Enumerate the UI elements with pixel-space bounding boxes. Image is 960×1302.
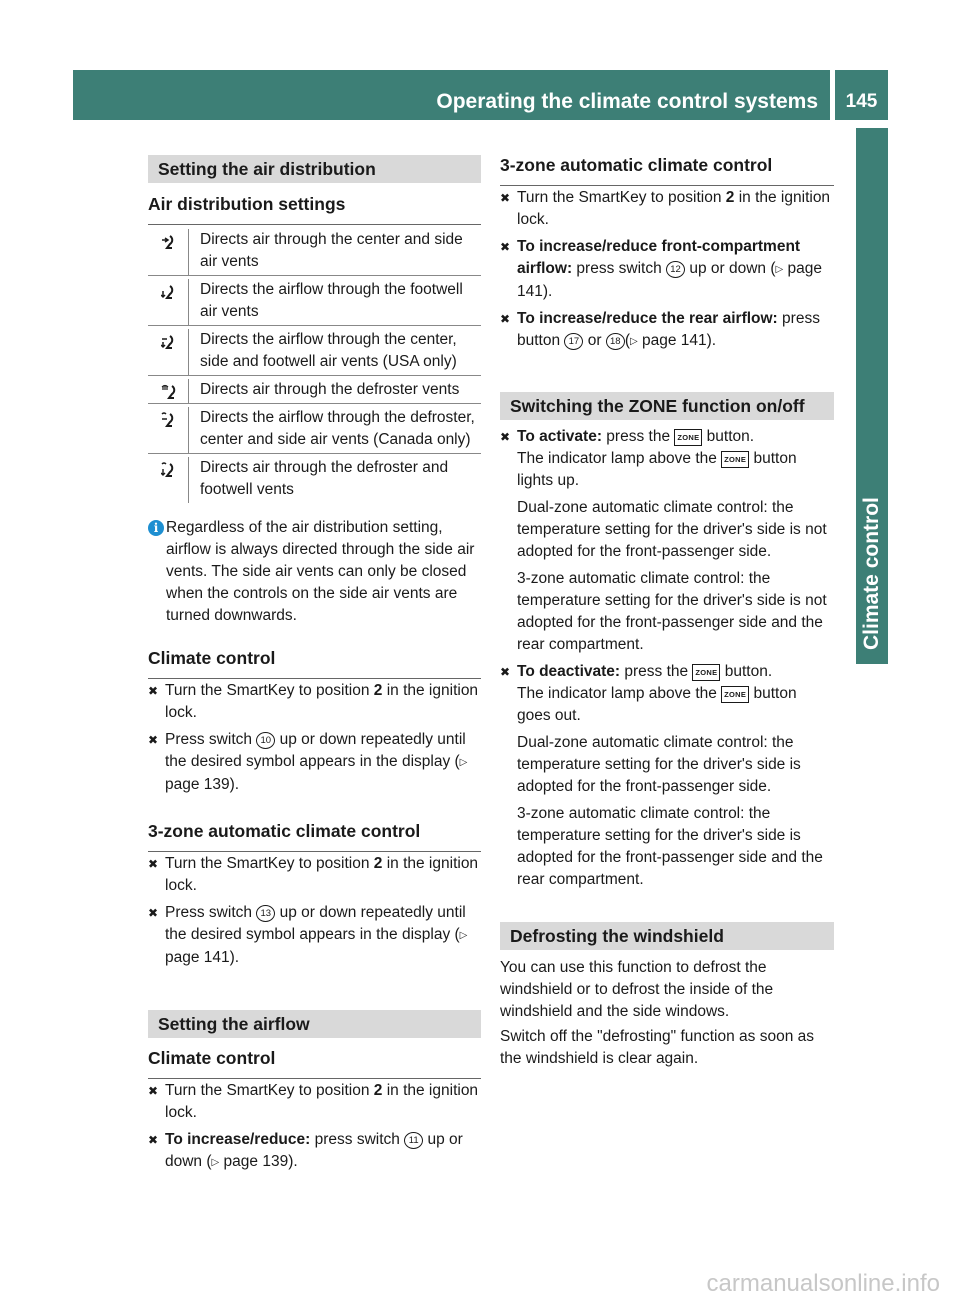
step-arrow-icon: ✖ — [148, 906, 159, 920]
step-text: up or down repeatedly until the desired symbol appears in the display ( — [165, 731, 466, 770]
step-text: Press switch — [165, 731, 257, 748]
air-distribution-table — [148, 226, 481, 503]
row-text: Directs the airflow through the footwell air vents — [200, 281, 463, 320]
zone-button-icon: ZONE — [674, 429, 702, 446]
step-text: in the ignition lock. — [517, 189, 831, 228]
info-icon: i — [148, 520, 164, 536]
step-arrow-icon: ✖ — [148, 1133, 159, 1147]
info-note — [148, 517, 481, 627]
step-arrow-icon: ✖ — [148, 684, 159, 698]
button-number-badge: 18 — [606, 333, 625, 350]
step-text: up or down ( — [165, 1131, 463, 1170]
list-item — [148, 680, 481, 724]
list-item — [148, 1080, 481, 1124]
step-arrow-icon: ✖ — [148, 857, 159, 871]
step-text: The indicator lamp above the — [517, 450, 722, 467]
list-item — [500, 661, 834, 891]
page-reference-link[interactable]: page 141). — [517, 260, 822, 300]
defroster-footwell-vents-icon — [148, 457, 189, 503]
step-text: button goes out. — [517, 685, 797, 724]
list-item — [148, 1129, 481, 1174]
watermark: carmanualsonline.info — [706, 1270, 940, 1297]
header-bar — [73, 70, 830, 120]
zone-button-icon: ZONE — [721, 451, 749, 468]
step-label: To activate: — [517, 428, 602, 445]
chapter-label: Climate control — [860, 497, 883, 650]
step-text: Turn the SmartKey to position — [165, 682, 374, 699]
paragraph: Dual-zone automatic climate control: the temperature setting for the driver's side is adopted for the front-passenger side. — [517, 734, 801, 795]
row-text: Directs air through the defroster and footwell vents — [200, 459, 449, 498]
switch-number-badge: 13 — [256, 905, 275, 922]
center-side-footwell-vents-icon — [148, 329, 189, 375]
zone-button-icon: ZONE — [692, 664, 720, 681]
list-item — [500, 187, 834, 231]
step-arrow-icon: ✖ — [148, 1084, 159, 1098]
step-arrow-icon: ✖ — [500, 665, 511, 679]
table-row — [148, 453, 481, 503]
list-item — [148, 902, 481, 969]
subheading-3-zone: 3-zone automatic climate control — [148, 819, 481, 852]
row-text: Directs the airflow through the center, side and footwell air vents (USA only) — [200, 331, 457, 370]
page-number: 145 — [845, 91, 878, 112]
page-ref-arrow-icon: ▷ — [629, 336, 638, 347]
switch-number-badge: 11 — [404, 1132, 423, 1149]
step-text: press switch — [572, 260, 667, 277]
paragraph: 3-zone automatic climate control: the temperature setting for the driver's side is adopted for the front-passenger side and the rear compartment. — [517, 805, 823, 888]
footwell-vents-icon — [148, 279, 189, 325]
paragraph: 3-zone automatic climate control: the temperature setting for the driver's side is not adopted for the front-passenger side and the rear compartment. — [517, 570, 827, 653]
page-ref-arrow-icon: ▷ — [459, 757, 468, 768]
step-text: Press switch — [165, 904, 257, 921]
step-arrow-icon: ✖ — [148, 733, 159, 747]
list-item — [500, 236, 834, 303]
step-label: To increase/reduce front-compartment airflow: — [517, 238, 801, 277]
center-side-vents-icon — [148, 229, 189, 275]
page-ref-arrow-icon: ▷ — [211, 1157, 220, 1168]
page-ref-arrow-icon: ▷ — [775, 264, 784, 275]
step-text: button. — [720, 663, 773, 680]
position-number: 2 — [373, 1082, 383, 1099]
defrost-text — [500, 957, 834, 1070]
list-item — [148, 853, 481, 897]
section-banner-airflow: Setting the airflow — [148, 1010, 481, 1038]
step-text: button lights up. — [517, 450, 797, 489]
table-row — [148, 403, 481, 453]
zone-button-icon: ZONE — [721, 686, 749, 703]
step-arrow-icon: ✖ — [500, 430, 511, 444]
defroster-center-side-vents-icon — [148, 407, 189, 453]
section-banner-zone: Switching the ZONE function on/off — [500, 392, 834, 420]
list-item — [148, 729, 481, 796]
step-text: up or down ( — [685, 260, 776, 277]
step-text: press the — [602, 428, 675, 445]
list-item — [500, 426, 834, 656]
step-text: or — [583, 332, 606, 349]
subheading-air-distribution-settings: Air distribution settings — [148, 192, 481, 225]
step-label: To increase/reduce the rear airflow: — [517, 310, 778, 327]
step-text: up or down repeatedly until the desired symbol appears in the display ( — [165, 904, 466, 943]
row-text: Directs the airflow through the defroster, center and side air vents (Canada only) — [200, 409, 475, 448]
page-number-block — [835, 70, 888, 120]
step-text: press the — [620, 663, 693, 680]
step-label: To deactivate: — [517, 663, 621, 680]
position-number: 2 — [373, 855, 383, 872]
page-ref-arrow-icon: ▷ — [459, 930, 468, 941]
row-text: Directs air through the defroster vents — [200, 381, 460, 398]
table-row — [148, 226, 481, 275]
step-text: The indicator lamp above the — [517, 685, 722, 702]
page-reference-link[interactable]: page 139). — [219, 1153, 298, 1170]
steps-3-zone-right — [500, 187, 834, 353]
step-text: Turn the SmartKey to position — [517, 189, 726, 206]
section-banner-air-distribution: Setting the air distribution — [148, 155, 481, 183]
steps-zone — [500, 426, 834, 891]
step-text: ( — [624, 332, 630, 349]
subheading-3-zone-right: 3-zone automatic climate control — [500, 153, 834, 186]
row-text: Directs air through the center and side air vents — [200, 231, 463, 270]
position-number: 2 — [725, 189, 735, 206]
step-text: button. — [702, 428, 755, 445]
position-number: 2 — [373, 682, 383, 699]
step-text: Turn the SmartKey to position — [165, 855, 374, 872]
list-item — [500, 308, 834, 353]
page-reference-link[interactable]: page 139). — [165, 776, 240, 793]
step-text: press button — [517, 310, 820, 349]
step-arrow-icon: ✖ — [500, 240, 511, 254]
switch-number-badge: 10 — [256, 732, 275, 749]
switch-number-badge: 12 — [666, 261, 685, 278]
step-text: in the ignition lock. — [165, 855, 479, 894]
step-arrow-icon: ✖ — [500, 191, 511, 205]
note-text: Regardless of the air distribution setting, airflow is always directed through the side air vents. The side air vents can only be closed when the controls on the side air vents are turned downwards. — [166, 519, 475, 624]
subheading-climate-control: Climate control — [148, 646, 481, 679]
table-row — [148, 275, 481, 325]
step-label: To increase/reduce: — [165, 1131, 311, 1148]
paragraph: Switch off the "defrosting" function as soon as the windshield is clear again. — [500, 1028, 815, 1067]
page-reference-link[interactable]: page 141). — [637, 332, 717, 349]
table-row — [148, 375, 481, 403]
steps-climate-control — [148, 680, 481, 796]
paragraph: Dual-zone automatic climate control: the temperature setting for the driver's side is not adopted for the front-passenger side. — [517, 499, 827, 560]
defroster-vents-icon — [148, 379, 189, 403]
section-banner-defrost: Defrosting the windshield — [500, 922, 834, 950]
page-title: Operating the climate control systems — [436, 90, 818, 113]
chapter-side-tab — [856, 128, 888, 664]
step-text: Turn the SmartKey to position — [165, 1082, 374, 1099]
button-number-badge: 17 — [564, 333, 583, 350]
steps-3-zone — [148, 853, 481, 969]
subheading-climate-control-airflow: Climate control — [148, 1046, 481, 1079]
step-arrow-icon: ✖ — [500, 312, 511, 326]
page-reference-link[interactable]: page 141). — [165, 949, 240, 966]
paragraph: You can use this function to defrost the windshield or to defrost the inside of the windshield and the side windows. — [500, 959, 774, 1020]
steps-airflow — [148, 1080, 481, 1174]
table-row — [148, 325, 481, 375]
step-text: in the ignition lock. — [165, 1082, 479, 1121]
step-text: in the ignition lock. — [165, 682, 479, 721]
step-text: press switch — [310, 1131, 405, 1148]
